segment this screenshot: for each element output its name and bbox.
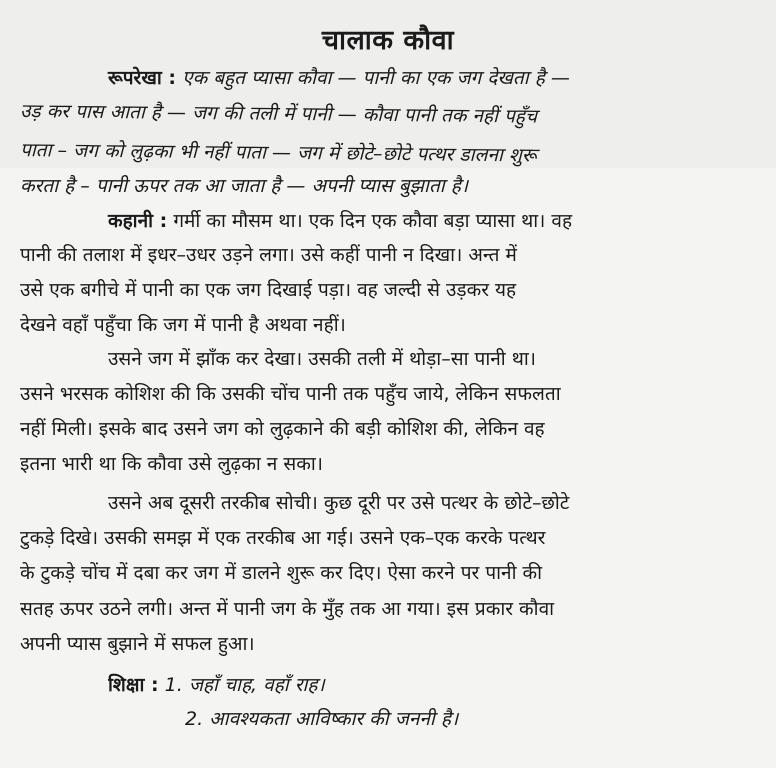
story-line-9: उसने अब दूसरी तरकीब सोची। कुछ दूरी पर उसे पत्थर के छोटे–छोटे [108, 492, 570, 514]
story-line-11: के टुकड़े चोंच में दबा कर जग में डालने शुरू कर दिए। ऐसा करने पर पानी की [20, 562, 543, 584]
story-text: गर्मी का मौसम था। एक दिन एक कौवा बड़ा प्यासा था। वह [173, 210, 573, 232]
story-line-4: देखने वहाँ पहुँचा कि जग में पानी है अथवा नहीं। [20, 314, 346, 336]
story-line-7: नहीं मिली। इसके बाद उसने जग को लुढ़काने की बड़ी कोशिश की, लेकिन वह [20, 418, 545, 440]
story-line-3: उसे एक बगीचे में पानी का एक जग दिखाई पड़ा। वह जल्दी से उड़कर यह [20, 279, 517, 301]
page-title: चालाक कौवा [321, 25, 455, 56]
story-label: कहानी : [108, 210, 168, 232]
outline-line-3: पाता – जग को लुढ़का भी नहीं पाता — जग में छोटे–छोटे पत्थर डालना शुरू [19, 139, 537, 167]
outline-line-2: उड़ कर पास आता है — जग की तली में पानी — कौवा पानी तक नहीं पहुँच [19, 100, 538, 128]
outline-line-1 [20, 64, 776, 92]
moral-item-2: 2. आवश्यकता आविष्कार की जननी है। [185, 708, 459, 730]
story-line-2: पानी की तलाश में इधर–उधर उड़ने लगा। उसे कहीं पानी न दिखा। अन्त में [20, 244, 517, 266]
moral-item-1: 1. जहाँ चाह, वहाँ राह। [164, 674, 325, 696]
story-line-5: उसने जग में झाँक कर देखा। उसकी तली में थोड़ा–सा पानी था। [108, 348, 537, 370]
outline-text: एक बहुत प्यासा कौवा — पानी का एक जग देखता है — [182, 67, 570, 89]
story-line-12: सतह ऊपर उठने लगी। अन्त में पानी जग के मुँह तक आ गया। इस प्रकार कौवा [20, 598, 555, 620]
story-line-10: टुकड़े दिखे। उसकी समझ में एक तरकीब आ गई। उसने एक–एक करके पत्थर [20, 527, 546, 549]
moral-label: शिक्षा : [108, 674, 159, 696]
outline-label: रूपरेखा : [108, 67, 177, 89]
moral-line-1 [108, 671, 776, 699]
story-line-8: इतना भारी था कि कौवा उसे लुढ़का न सका। [20, 453, 323, 475]
story-line-1 [20, 207, 776, 235]
story-line-13: अपनी प्यास बुझाने में सफल हुआ। [20, 633, 255, 655]
outline-line-4: करता है – पानी ऊपर तक आ जाता है — अपनी प्यास बुझाता है। [20, 175, 469, 197]
story-line-6: उसने भरसक कोशिश की कि उसकी चोंच पानी तक पहुँच जाये, लेकिन सफलता [20, 383, 561, 405]
